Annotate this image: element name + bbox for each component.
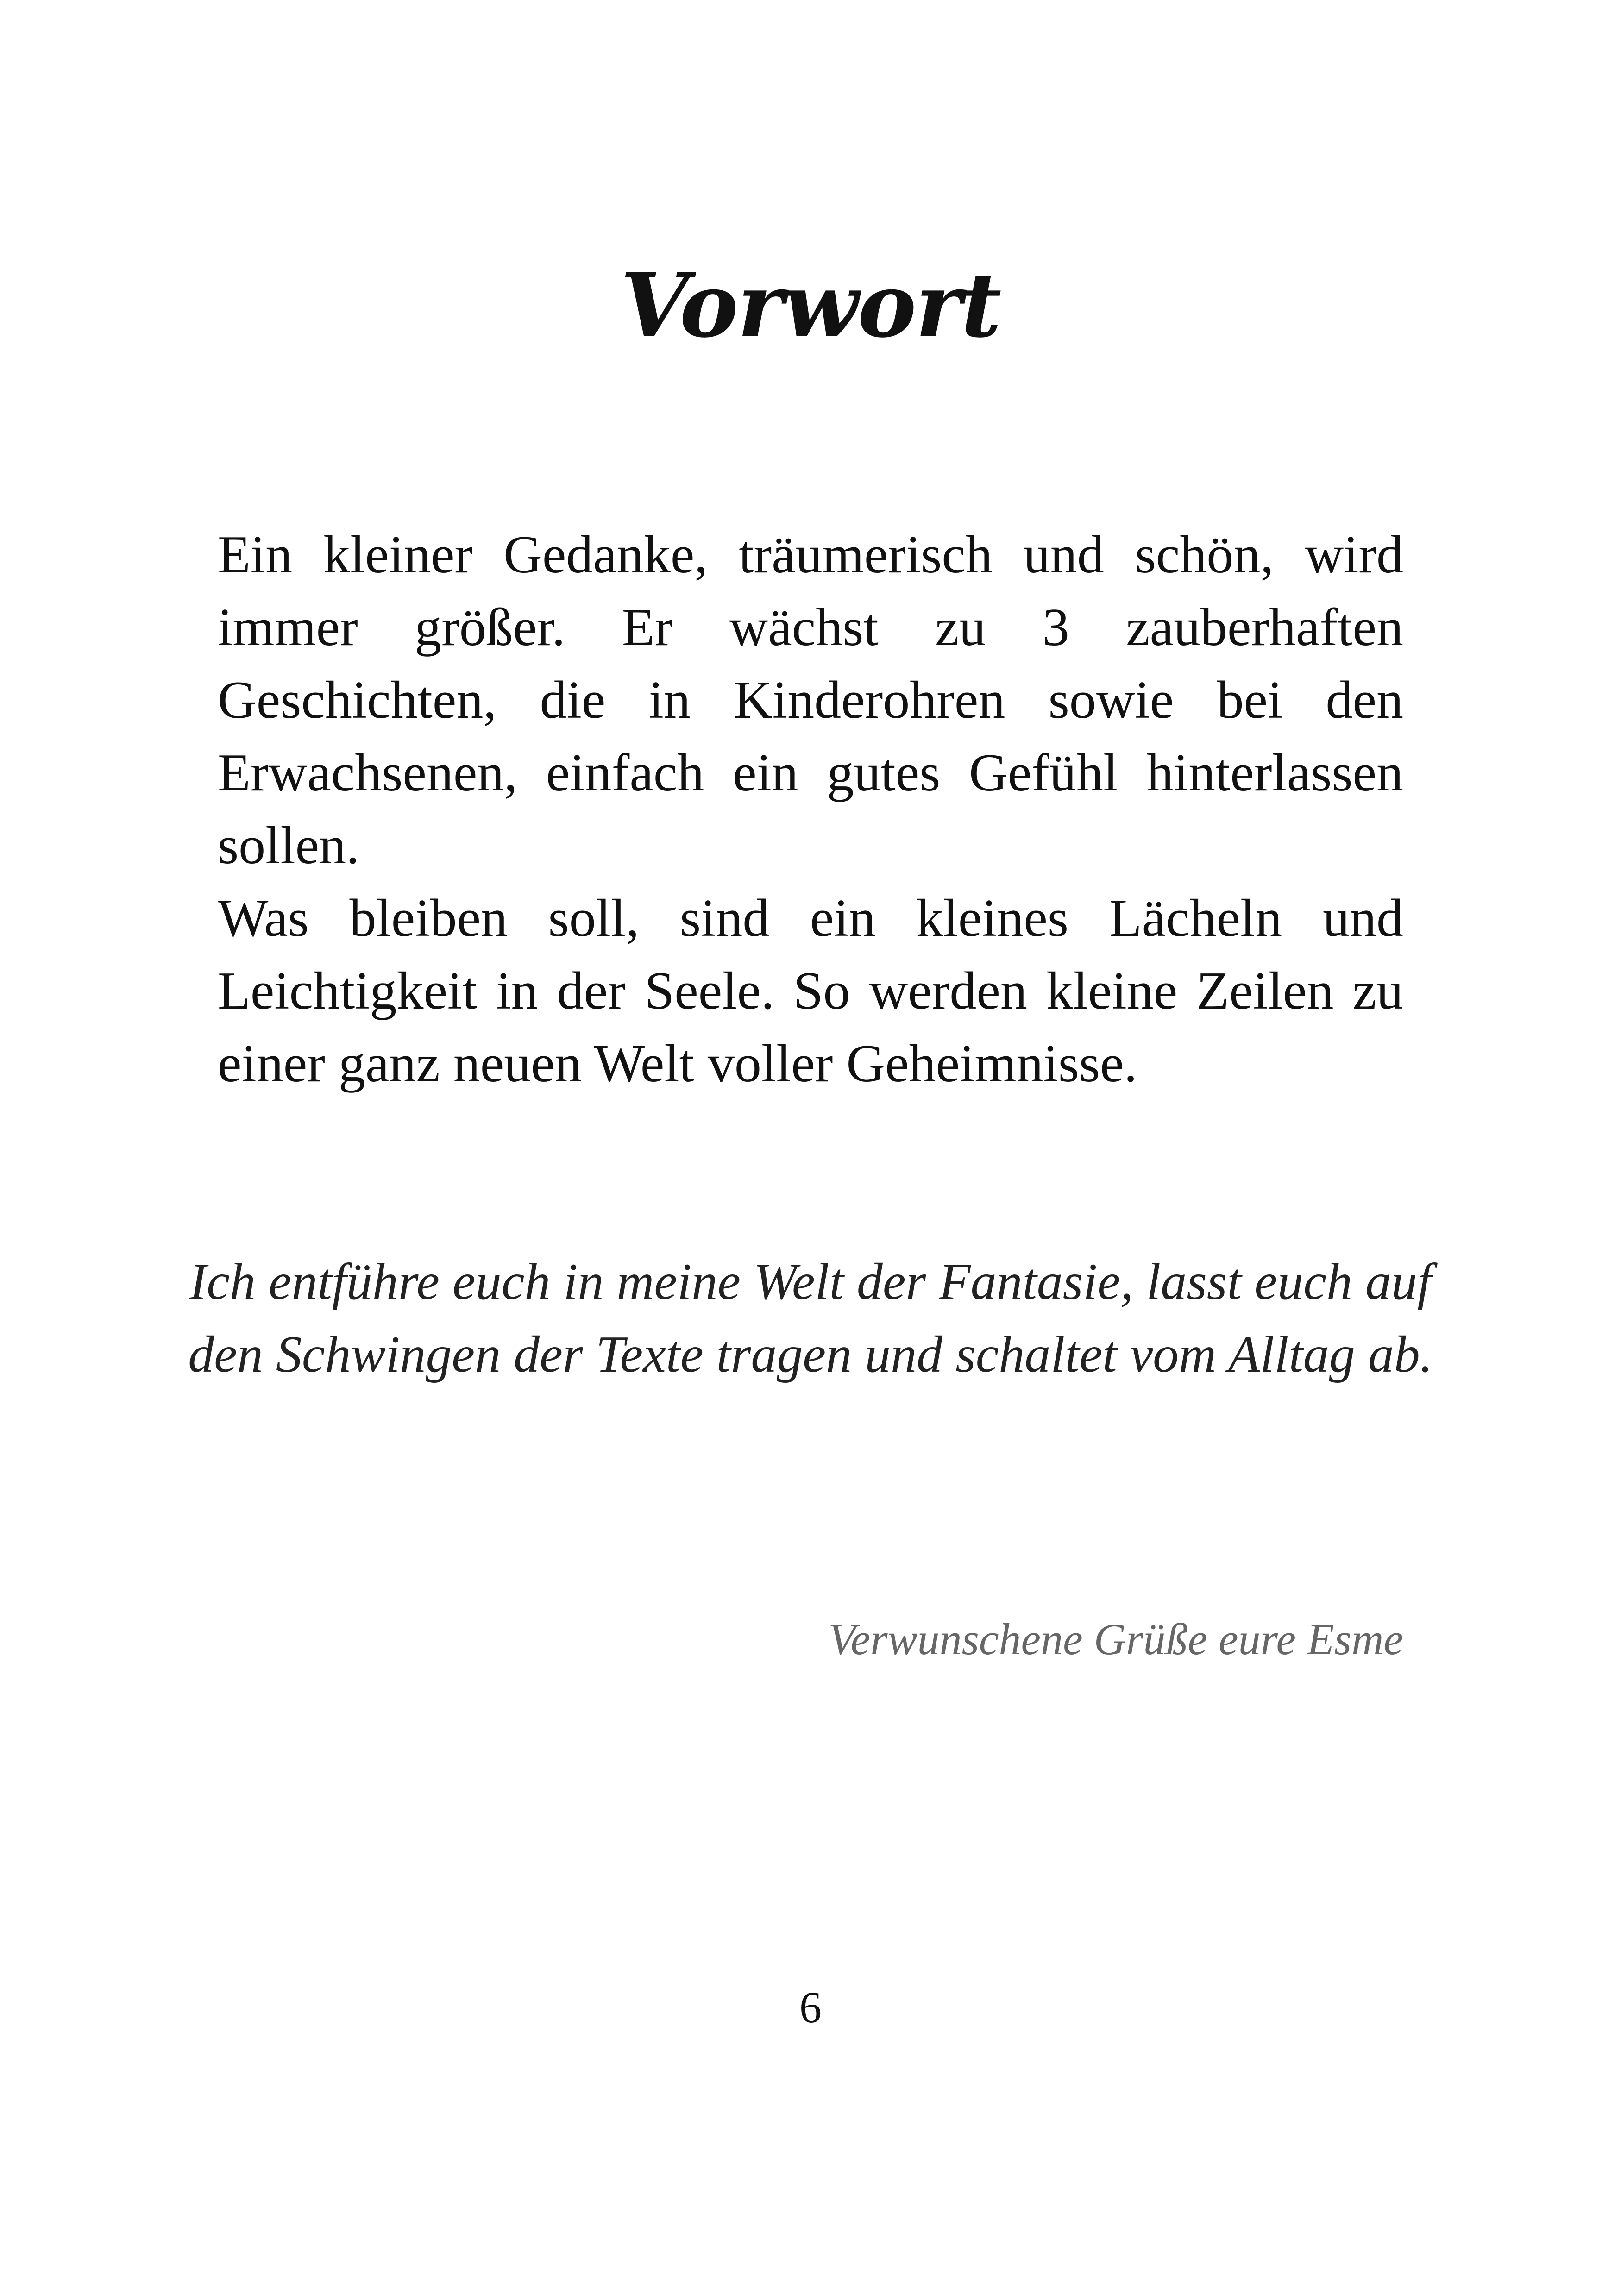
preface-paragraph-2: Was bleiben soll, sind ein kleines Lächeln und Leichtigkeit in der Seele. So werden kleine Zeilen zu einer ganz neuen Welt voller Geheimnisse. — [218, 889, 1403, 1093]
preface-body — [218, 519, 1403, 1100]
page-title: Vorwort — [620, 254, 1001, 357]
preface-paragraph-1: Ein kleiner Gedanke, träumerisch und schön, wird immer größer. Er wächst zu 3 zauberhaften Geschichten, die in Kinderohren sowie bei den Erwachsenen, einfach ein gutes Gefühl hinterlassen sollen. — [218, 525, 1403, 875]
page-number: 6 — [799, 1982, 822, 2032]
preface-quote: Ich entführe euch in meine Welt der Fantasie, lasst euch auf den Schwingen der Texte tragen und schaltet vom Alltag ab. — [188, 1253, 1433, 1383]
signature: Verwunschene Grüße eure Esme — [828, 1614, 1403, 1664]
